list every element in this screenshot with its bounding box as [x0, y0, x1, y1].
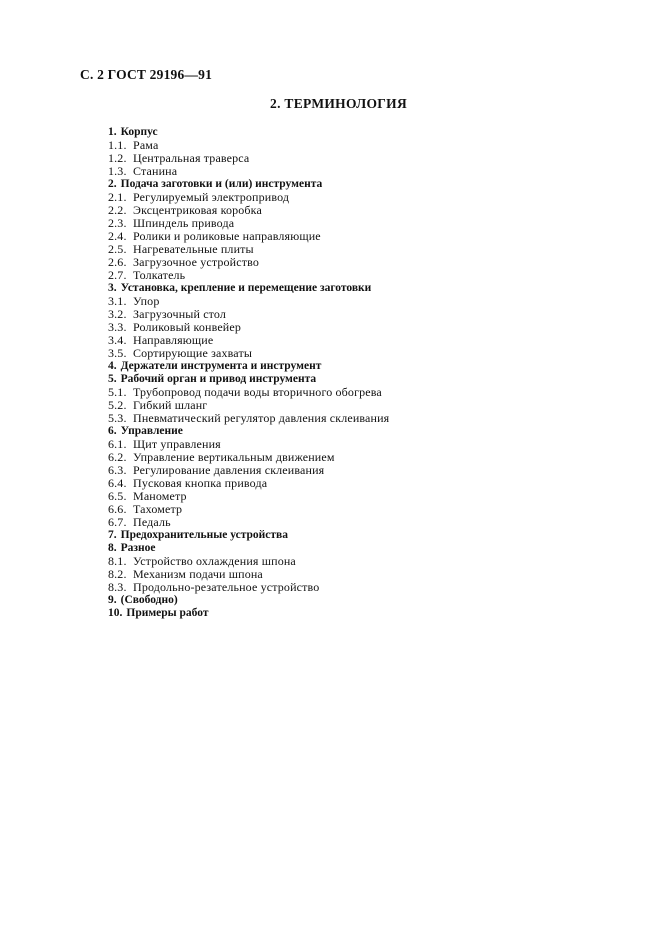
section-heading-item	[108, 529, 568, 542]
section-heading-item	[108, 594, 568, 607]
item-text: Шпиндель привода	[133, 216, 235, 230]
item-text: Сортирующие захваты	[133, 346, 253, 360]
item-text: Педаль	[133, 515, 171, 529]
item-number: 8.	[108, 542, 117, 554]
item-text: Трубопровод подачи воды вторичного обогрева	[133, 385, 382, 399]
item-number: 5.1.	[108, 385, 127, 399]
item-number: 2.2.	[108, 203, 127, 217]
item-text: Подача заготовки и (или) инструмента	[120, 178, 323, 190]
item-number: 6.	[108, 425, 117, 437]
item-text: Держатели инструмента и инструмент	[120, 360, 322, 372]
item-number: 1.3.	[108, 164, 127, 178]
item-text: Продольно-резательное устройство	[133, 580, 320, 594]
item-text: Предохранительные устройства	[120, 529, 288, 541]
section-heading-item	[108, 126, 568, 139]
item-text: Установка, крепление и перемещение заготовки	[120, 282, 372, 294]
item-text: Щит управления	[133, 437, 221, 451]
item-number: 2.7.	[108, 268, 127, 282]
item-number: 8.3.	[108, 580, 127, 594]
item-number: 2.5.	[108, 242, 127, 256]
item-text: Загрузочное устройство	[133, 255, 259, 269]
item-text: Гибкий шланг	[133, 398, 208, 412]
item-text: Нагревательные плиты	[133, 242, 254, 256]
item-number: 8.1.	[108, 554, 127, 568]
item-number: 10.	[108, 607, 123, 619]
item-text: Механизм подачи шпона	[133, 567, 263, 581]
list-item	[108, 581, 568, 594]
item-number: 3.4.	[108, 333, 127, 347]
list-item	[108, 165, 568, 178]
item-number: 2.	[108, 178, 117, 190]
item-text: Направляющие	[133, 333, 214, 347]
item-text: Толкатель	[133, 268, 186, 282]
item-text: Упор	[133, 294, 160, 308]
item-text: Пневматический регулятор давления склеивания	[133, 411, 390, 425]
item-number: 7.	[108, 529, 117, 541]
item-number: 5.2.	[108, 398, 127, 412]
item-number: 6.1.	[108, 437, 127, 451]
item-number: 3.5.	[108, 346, 127, 360]
item-text: Корпус	[120, 126, 158, 138]
list-item	[108, 516, 568, 529]
item-number: 2.1.	[108, 190, 127, 204]
item-text: (Свободно)	[120, 594, 178, 606]
item-text: Рабочий орган и привод инструмента	[120, 373, 317, 385]
item-text: Рама	[133, 138, 159, 152]
item-text: Тахометр	[133, 502, 183, 516]
item-text: Манометр	[133, 489, 187, 503]
page-header: С. 2 ГОСТ 29196—91	[80, 67, 213, 82]
item-number: 1.	[108, 126, 117, 138]
list-item	[108, 503, 568, 516]
item-number: 2.4.	[108, 229, 127, 243]
item-number: 6.5.	[108, 489, 127, 503]
section-heading-item	[108, 607, 568, 620]
item-text: Управление вертикальным движением	[133, 450, 335, 464]
item-text: Регулируемый электропривод	[133, 190, 290, 204]
item-number: 3.	[108, 282, 117, 294]
item-text: Регулирование давления склеивания	[133, 463, 325, 477]
list-item	[108, 347, 568, 360]
item-number: 2.6.	[108, 255, 127, 269]
item-number: 9.	[108, 594, 117, 606]
item-number: 6.3.	[108, 463, 127, 477]
item-text: Загрузочный стол	[133, 307, 227, 321]
item-text: Устройство охлаждения шпона	[133, 554, 296, 568]
item-number: 6.7.	[108, 515, 127, 529]
item-text: Станина	[133, 164, 178, 178]
item-number: 6.2.	[108, 450, 127, 464]
item-number: 3.1.	[108, 294, 127, 308]
item-number: 1.1.	[108, 138, 127, 152]
item-text: Примеры работ	[126, 607, 209, 619]
item-text: Эксцентриковая коробка	[133, 203, 262, 217]
item-text: Управление	[120, 425, 183, 437]
item-number: 5.3.	[108, 411, 127, 425]
item-text: Разное	[120, 542, 156, 554]
section-heading-item	[108, 282, 568, 295]
item-text: Ролики и роликовые направляющие	[133, 229, 321, 243]
item-text: Центральная траверса	[133, 151, 250, 165]
list-item	[108, 269, 568, 282]
item-number: 3.2.	[108, 307, 127, 321]
item-number: 5.	[108, 373, 117, 385]
item-text: Пусковая кнопка привода	[133, 476, 268, 490]
item-number: 6.4.	[108, 476, 127, 490]
item-number: 4.	[108, 360, 117, 372]
item-number: 1.2.	[108, 151, 127, 165]
list-item	[108, 412, 568, 425]
section-heading-item	[108, 360, 568, 373]
terminology-list	[108, 126, 568, 620]
section-title: 2. ТЕРМИНОЛОГИЯ	[270, 96, 407, 111]
item-number: 6.6.	[108, 502, 127, 516]
item-number: 3.3.	[108, 320, 127, 334]
item-number: 2.3.	[108, 216, 127, 230]
item-text: Роликовый конвейер	[133, 320, 242, 334]
item-number: 8.2.	[108, 567, 127, 581]
